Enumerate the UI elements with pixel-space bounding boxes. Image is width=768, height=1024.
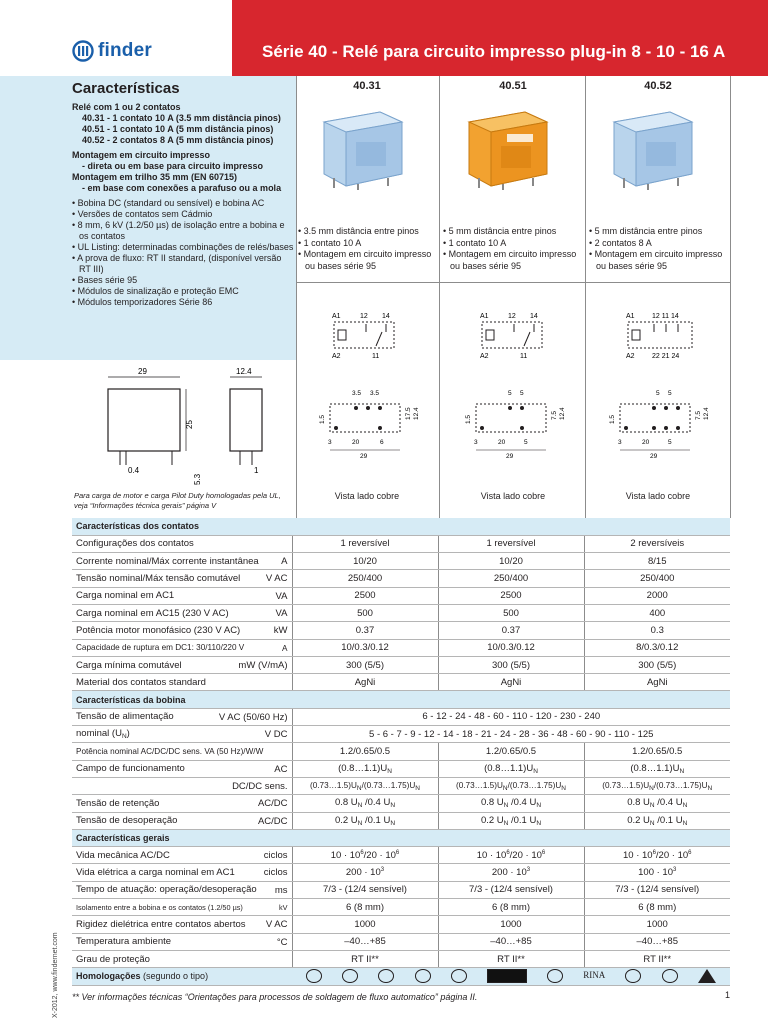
- feature-line: • Montagem em circuito impresso ou bases série 95: [443, 249, 577, 271]
- model-40-31-features: [298, 226, 440, 272]
- section-header-general: Características gerais: [72, 829, 730, 846]
- pin-label: 11: [372, 353, 380, 360]
- table-row: Corrente nominal/Máx corrente instantânea A 10/20 10/20 8/15: [72, 553, 730, 570]
- page-header: [0, 0, 768, 76]
- n-cert-icon: [547, 969, 563, 983]
- relay-40-31-image: [318, 108, 406, 190]
- pcb-dim: 29: [650, 453, 658, 460]
- table-row: Potência motor monofásico (230 V AC) kW 0.37 0.37 0.3: [72, 622, 730, 639]
- pcb-dim: 12.4: [413, 407, 420, 420]
- feature-line: • Montagem em circuito impresso ou bases série 95: [589, 249, 723, 271]
- feature-bullet: • Bases série 95: [72, 275, 138, 285]
- page-title: Série 40 - Relé para circuito impresso plug-in 8 - 10 - 16 A: [262, 42, 726, 61]
- pin-label: 12: [360, 313, 368, 320]
- dim-pin-thickness: 0.4: [128, 466, 140, 475]
- dim-height: 25: [185, 420, 194, 429]
- cul-us-cert-icon: [662, 969, 678, 983]
- pcb-dim: 20: [352, 439, 360, 446]
- feature-line: • 1 contato 10 A: [298, 237, 362, 248]
- table-row: Tensão nominal/Máx tensão comutável V AC 250/400 250/400 250/400: [72, 570, 730, 587]
- row-divider: [296, 282, 730, 283]
- feature-line: • Montagem em circuito impresso ou bases série 95: [298, 249, 432, 271]
- info-line: - em base com conexões a parafuso ou a mola: [82, 183, 282, 193]
- model-40-52-title: 40.52: [644, 80, 672, 92]
- section-header-contacts: Características dos contatos: [72, 518, 730, 535]
- pin-label: A2: [626, 353, 635, 360]
- table-row: Vida elétrica a carga nominal em AC1 ciclos $200 \cdot 10^3$ $200 \cdot 10^3$ $100 \cdot 10^3$: [72, 864, 730, 881]
- table-row: Potência nominal AC/DC/DC sens. VA (50 Hz)/W/W 1.2/0.65/0.5 1.2/0.65/0.5 1.2/0.65/0.5: [72, 743, 730, 760]
- info-line: 40.31 - 1 contato 10 A (3.5 mm distância pinos): [82, 113, 281, 123]
- table-row: Carga nominal em AC1 VA 2500 2500 2000: [72, 587, 730, 604]
- info-line: 40.52 - 2 contatos 8 A (5 mm distância pinos): [82, 135, 274, 145]
- relay-40-51-image: [463, 108, 551, 190]
- pcb-dim: 20: [642, 439, 650, 446]
- brand-name: finder: [98, 40, 152, 61]
- info-line: 40.51 - 1 contato 10 A (5 mm distância pinos): [82, 124, 274, 134]
- feature-line: • 5 mm distância entre pinos: [589, 226, 703, 236]
- pin-label: A2: [332, 353, 341, 360]
- copper-side-view-label: Vista lado cobre: [334, 491, 400, 501]
- finder-logo: [72, 40, 152, 62]
- characteristics-text: [72, 102, 294, 308]
- table-row: Grau de proteção RT II** RT II** RT II**: [72, 950, 730, 967]
- relay-dimension-drawing: [80, 365, 280, 490]
- pin-label: 14: [530, 313, 538, 320]
- pcb-dim: 5: [668, 390, 672, 397]
- pcb-dim: 5: [520, 390, 524, 397]
- model-40-52-pcb-layout: [606, 388, 710, 464]
- column-divider: [296, 76, 297, 518]
- finder-logo-icon: [72, 40, 94, 62]
- pin-label: 22 21 24: [652, 353, 680, 360]
- d-cert-icon: [342, 969, 358, 983]
- pcb-dim: 1.5: [465, 414, 472, 424]
- dim-depth: 12.4: [236, 367, 252, 376]
- info-line: Montagem em circuito impresso: [72, 150, 211, 160]
- column-divider: [585, 76, 586, 518]
- copper-side-view-label: Vista lado cobre: [480, 491, 546, 501]
- table-row: Tensão de retenção AC/DC 0.8 $U_N$ /0.4 $U_N$ 0.8 $U_N$ /0.4 $U_N$ 0.8 $U_N$ /0.4 $U_N$: [72, 795, 730, 812]
- gost-cert-icon: [415, 969, 431, 983]
- table-row: Campo de funcionamento AC $(0.8\dots 1.1)U_N$ $(0.8\dots 1.1)U_N$ $(0.8\dots 1.1)U_N$: [72, 760, 730, 777]
- rina-cert-label: RINA: [583, 970, 606, 981]
- table-row: Tensão de alimentação V AC (50/60 Hz) 6 - 12 - 24 - 48 - 60 - 110 - 120 - 230 - 240: [72, 708, 730, 725]
- feature-line: • 5 mm distância entre pinos: [443, 226, 557, 236]
- model-40-51-features: [443, 226, 585, 272]
- feature-line: • 2 contatos 8 A: [589, 237, 652, 248]
- pcb-dim: 3: [618, 439, 622, 446]
- lloyds-cert-icon: [487, 969, 527, 983]
- imq-cert-icon: [451, 969, 467, 983]
- dim-pin-width: 1: [254, 466, 259, 475]
- pin-label: 11: [520, 353, 528, 360]
- dim-pin-length: 5.3: [193, 473, 202, 485]
- certification-marks: [296, 969, 726, 983]
- section-header-coil: Características da bobina: [72, 691, 730, 708]
- feature-bullet: • Módulos de sinalização e proteção EMC: [72, 286, 239, 296]
- table-row: Carga mínima comutável mW (V/mA) 300 (5/5) 300 (5/5) 300 (5/5): [72, 656, 730, 673]
- copyright-sidebar: X-2012, www.findernet.com: [52, 932, 59, 1018]
- feature-bullet: • A prova de fluxo: RT II standard, (disponível versão RT III): [72, 253, 282, 274]
- pin-label: A2: [480, 353, 489, 360]
- pin-label: A1: [626, 313, 635, 320]
- dim-width: 29: [138, 367, 147, 376]
- table-row: Material dos contatos standard AgNi AgNi AgNi: [72, 674, 730, 691]
- table-row: Rigidez dielétrica entre contatos abertos V AC 1000 1000 1000: [72, 916, 730, 933]
- pcb-dim: 5: [656, 390, 660, 397]
- pcb-dim: 5: [524, 439, 528, 446]
- feature-bullet: • UL Listing: determinadas combinações de relés/bases: [72, 242, 294, 252]
- ul-homologation-note: Para carga de motor e carga Pilot Duty homologadas pela UL, veja “Informações técnica gerais” página V: [74, 491, 281, 510]
- pcb-dim: 3: [474, 439, 478, 446]
- pcb-dim: 3: [328, 439, 332, 446]
- s-cert-icon: [625, 969, 641, 983]
- model-40-51-pcb-layout: [462, 388, 566, 464]
- copper-side-view-label: Vista lado cobre: [625, 491, 691, 501]
- table-row: Vida mecânica AC/DC ciclos $10 \cdot 10^6/20 \cdot 10^6$ $10 \cdot 10^6/20 \cdot 10^6$ $10 \cdot 10^6/20 \cdot 10^6$: [72, 847, 730, 864]
- header-title-bar: [232, 0, 768, 76]
- table-row: Capacidade de ruptura em DC1: 30/110/220 V A 10/0.3/0.12 10/0.3/0.12 8/0.3/0.12: [72, 639, 730, 656]
- pcb-dim: 20: [498, 439, 506, 446]
- pcb-dim: 29: [360, 453, 368, 460]
- feature-line: • 3.5 mm distância entre pinos: [298, 226, 419, 236]
- column-divider: [439, 76, 440, 518]
- footnote: ** Ver informações técnicas “Orientações para processos de soldagem de fluxo automatico” página II.: [72, 992, 478, 1002]
- pin-label: A1: [332, 313, 341, 320]
- info-line: - direta ou em base para circuito impresso: [82, 161, 264, 171]
- pcb-dim: 17.5: [405, 407, 412, 420]
- info-line: Montagem em trilho 35 mm (EN 60715): [72, 172, 238, 182]
- feature-bullet: • Módulos temporizadores Série 86: [72, 297, 213, 307]
- pcb-dim: 1.5: [609, 414, 616, 424]
- table-row: Tempo de atuação: operação/desoperação ms 7/3 - (12/4 sensível) 7/3 - (12/4 sensível) 7/3 - (12/4 sensível): [72, 881, 730, 898]
- homologations-row: Homologações (segundo o tipo) RINA: [72, 968, 730, 985]
- pcb-dim: 7.5: [695, 410, 702, 420]
- model-40-51-schematic: [478, 310, 558, 362]
- specifications-table: [72, 518, 730, 986]
- pin-label: A1: [480, 313, 489, 320]
- feature-bullet: • Bobina DC (standard ou sensível) e bobina AC: [72, 198, 265, 208]
- model-40-52-features: [589, 226, 731, 272]
- pin-label: 12: [508, 313, 516, 320]
- feature-line: • 1 contato 10 A: [443, 237, 507, 248]
- characteristics-title: Características: [72, 80, 180, 97]
- pin-label: 14: [382, 313, 390, 320]
- pcb-dim: 12.4: [559, 407, 566, 420]
- header-logo-area: [0, 0, 232, 76]
- model-40-31-title: 40.31: [353, 80, 381, 92]
- table-row: Temperatura ambiente °C –40…+85 –40…+85 –40…+85: [72, 933, 730, 950]
- table-row: nominal $(U_N)$ V DC 5 - 6 - 7 - 9 - 12 - 14 - 18 - 21 - 24 - 28 - 36 - 48 - 60 - 90 - 110 - 125: [72, 726, 730, 743]
- relay-40-52-image: [608, 108, 696, 190]
- feature-bullet: • Versões de contatos sem Cádmio: [72, 209, 213, 219]
- feature-bullet: • 8 mm, 6 kV (1.2/50 µs) de isolação entre a bobina e os contatos: [72, 220, 285, 241]
- vde-cert-icon: [698, 969, 716, 983]
- column-divider: [730, 76, 731, 518]
- fi-cert-icon: [378, 969, 394, 983]
- pcb-dim: 1.5: [319, 414, 326, 424]
- model-40-52-schematic: [624, 310, 704, 362]
- table-row: Configurações dos contatos 1 reversível 1 reversível 2 reversíveis: [72, 535, 730, 552]
- pcb-dim: 5: [668, 439, 672, 446]
- table-row: DC/DC sens. $(0.73\dots 1.5)U_N/(0.73\dots 1.75)U_N$ $(0.73\dots 1.5)U_N/(0.73\dots 1.75)U_N$ $(0.73\dots 1.5)U_N/(0.73\dots 1.75)U_N$: [72, 777, 730, 794]
- pcb-dim: 3.5: [352, 390, 362, 397]
- model-40-31-pcb-layout: [316, 388, 420, 464]
- page-number: 1: [725, 990, 731, 1000]
- table-row: Carga nominal em AC15 (230 V AC) VA 500 500 400: [72, 604, 730, 621]
- pcb-dim: 5: [508, 390, 512, 397]
- table-row: Isolamento entre a bobina e os contatos (1.2/50 µs) kV 6 (8 mm) 6 (8 mm) 6 (8 mm): [72, 899, 730, 916]
- sev-cert-icon: [306, 969, 322, 983]
- pcb-dim: 3.5: [370, 390, 380, 397]
- pcb-dim: 6: [380, 439, 384, 446]
- pcb-dim: 7.5: [551, 410, 558, 420]
- model-40-31-schematic: [330, 310, 410, 362]
- pcb-dim: 12.4: [703, 407, 710, 420]
- pcb-dim: 29: [506, 453, 514, 460]
- info-line: Relé com 1 ou 2 contatos: [72, 102, 181, 112]
- pin-label: 12 11 14: [652, 313, 679, 320]
- model-40-51-title: 40.51: [499, 80, 527, 92]
- table-row: Tensão de desoperação AC/DC 0.2 $U_N$ /0.1 $U_N$ 0.2 $U_N$ /0.1 $U_N$ 0.2 $U_N$ /0.1 $U_N$: [72, 812, 730, 829]
